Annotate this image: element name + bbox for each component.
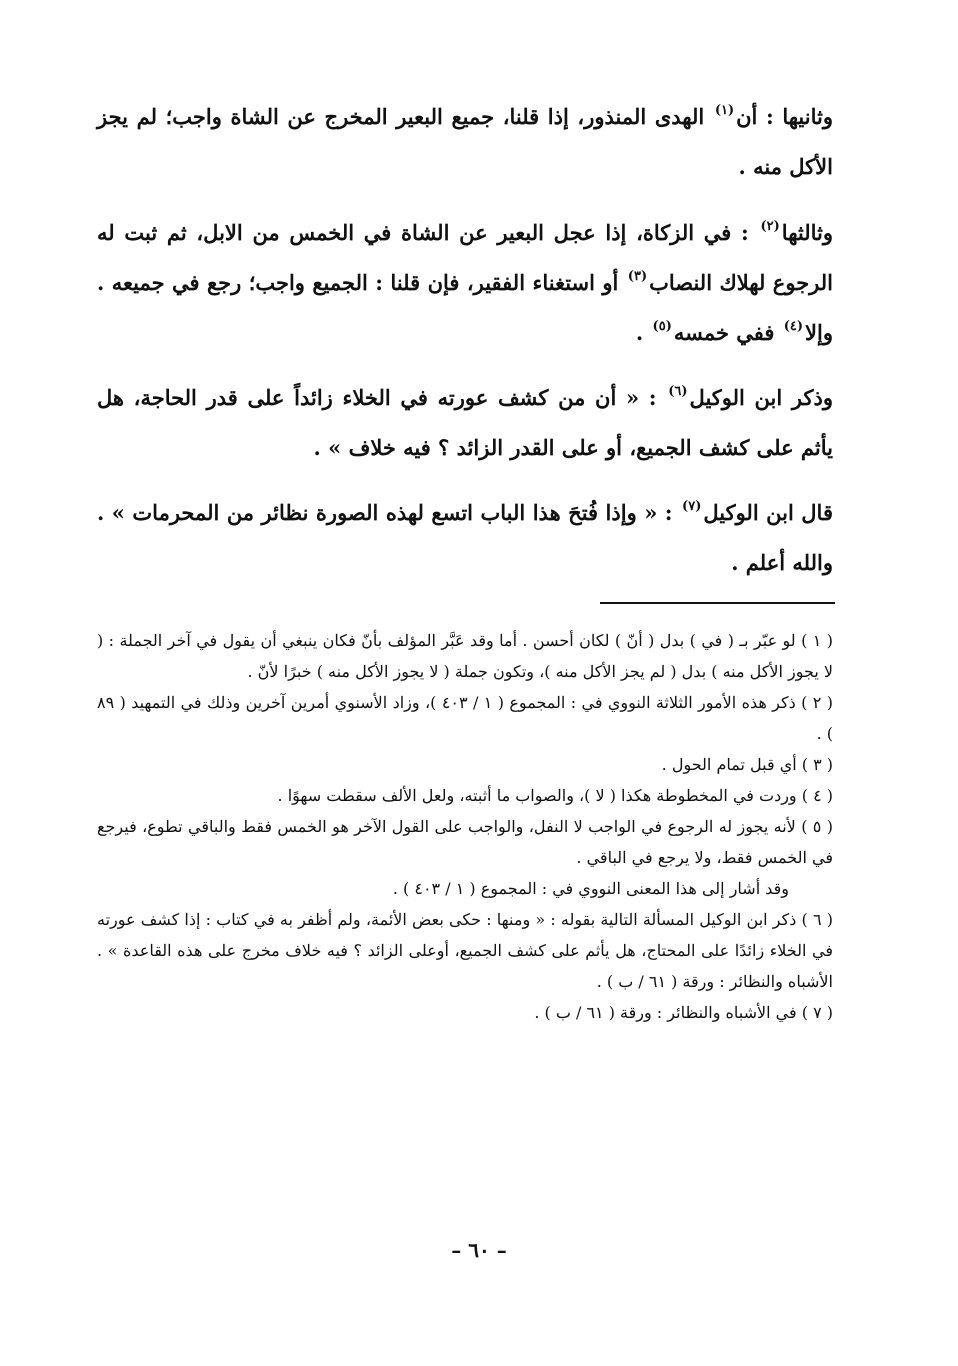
footnote-4 xyxy=(97,780,833,811)
paragraph-2-text-a: وثالثها xyxy=(781,220,833,245)
paragraph-2-text-b: : في الزكاة، إذا عجل البعير عن الشاة في الخمس من الابل، ثم ثبت له الرجوع لهلاك النصاب xyxy=(97,220,833,295)
footnote-number: ( ٤ ) xyxy=(801,786,833,805)
paragraph-4-text-a: قال ابن الوكيل xyxy=(703,500,833,525)
paragraph-2-text-e: . xyxy=(635,320,651,345)
paragraph-1-text-a: وثانيها : أن xyxy=(736,104,833,129)
footnote-ref-6: (٦) xyxy=(668,384,688,399)
footnote-text: ذكر ابن الوكيل المسألة التالية بقوله : « ومنها : حكى بعض الأئمة، ولم أظفر به في كتاب : إذا كشف عورته في الخلاء زائدًا على المحتاج، هل يأثم على كشف الجميع، أوعلى الزائد ؟ فيه خلاف مخرج على هذه القاعدة » . الأشباه والنظائر : ورقة ( ٦١ / ب ) . xyxy=(97,910,833,991)
footnote-text: في الأشباه والنظائر : ورقة ( ٦١ / ب ) . xyxy=(534,1003,797,1022)
footnote-ref-1: (١) xyxy=(714,103,735,118)
footnote-number: ( ٣ ) xyxy=(801,755,833,774)
paragraph-2 xyxy=(97,208,833,358)
footnote-text: أي قبل تمام الحول . xyxy=(661,755,797,774)
footnote-number: ( ٦ ) xyxy=(801,910,834,929)
footnote-text: وردت في المخطوطة هكذا ( لا )، والصواب ما أثبته، ولعل الألف سقطت سهوًا . xyxy=(277,786,797,805)
paragraph-3-text-b: : « أن من كشف عورته في الخلاء زائداً على قدر الحاجة، هل يأثم على كشف الجميع، أو على القدر الزائد ؟ فيه خلاف » . xyxy=(97,385,833,460)
footnote-number: ( ٥ ) xyxy=(801,817,833,836)
footnote-text: لأنه يجوز له الرجوع في الواجب لا النفل، والواجب على القول الآخر هو الخمس فقط والباقي تطوع، فيرجع في الخمس فقط، ولا يرجع في الباقي . xyxy=(97,817,833,867)
footnote-text: ذكر هذه الأمور الثلاثة النووي في : المجموع ( ١ / ٤٠٣ )، وزاد الأسنوي أمرين آخرين وذلك في التمهيد ( ٨٩ ) . xyxy=(97,693,833,743)
footnote-ref-2: (٢) xyxy=(760,219,780,234)
footnote-text-continued: وقد أشار إلى هذا المعنى النووي في : المجموع ( ١ / ٤٠٣ ) . xyxy=(392,879,789,898)
paragraph-2-text-d: ففي خمسه xyxy=(673,320,782,345)
paragraph-1-text-b: الهدى المنذور، إذا قلنا، جميع البعير المخرج عن الشاة واجب؛ لم يجز الأكل منه . xyxy=(97,104,833,179)
paragraph-3-text-a: وذكر ابن الوكيل xyxy=(689,385,833,410)
footnote-6 xyxy=(97,904,833,997)
footnote-separator xyxy=(600,602,835,604)
paragraph-2-text-c: أو استغناء الفقير، فإن قلنا : الجميع واجب؛ رجع في جميعه . وإلا xyxy=(97,270,833,345)
footnote-text: لو عبّر بـ ( في ) بدل ( أنّ ) لكان أحسن . أما وقد عَبَّر المؤلف بأنّ فكان ينبغي أن يقول في آخر الجملة : ( لا يجوز الأكل منه ) بدل ( لم يجز الأكل منه )، وتكون جملة ( لا يجوز الأكل منه ) خبرًا لأنّ . xyxy=(97,631,833,681)
footnote-5 xyxy=(97,811,833,904)
footnote-ref-4: (٤) xyxy=(783,319,804,334)
footnote-2 xyxy=(97,687,833,749)
footnote-1 xyxy=(97,625,833,687)
footnote-number: ( ٢ ) xyxy=(801,693,834,712)
footnotes xyxy=(97,625,833,1028)
paragraph-4 xyxy=(97,488,833,588)
footnote-ref-3: (٣) xyxy=(627,269,648,284)
footnote-ref-5: (٥) xyxy=(652,319,672,334)
footnote-ref-7: (٧) xyxy=(682,499,702,514)
footnote-7 xyxy=(97,997,833,1028)
page-number: – ٦٠ – xyxy=(451,1238,507,1262)
paragraph-3 xyxy=(97,373,833,473)
footnote-number: ( ٧ ) xyxy=(801,1003,833,1022)
paragraph-4-text-b: : « وإذا فُتحَ هذا الباب اتسع لهذه الصورة نظائر من المحرمات » . والله أعلم . xyxy=(97,500,833,575)
paragraph-1 xyxy=(97,92,833,192)
footnote-number: ( ١ ) xyxy=(801,631,834,650)
footnote-3 xyxy=(97,749,833,780)
